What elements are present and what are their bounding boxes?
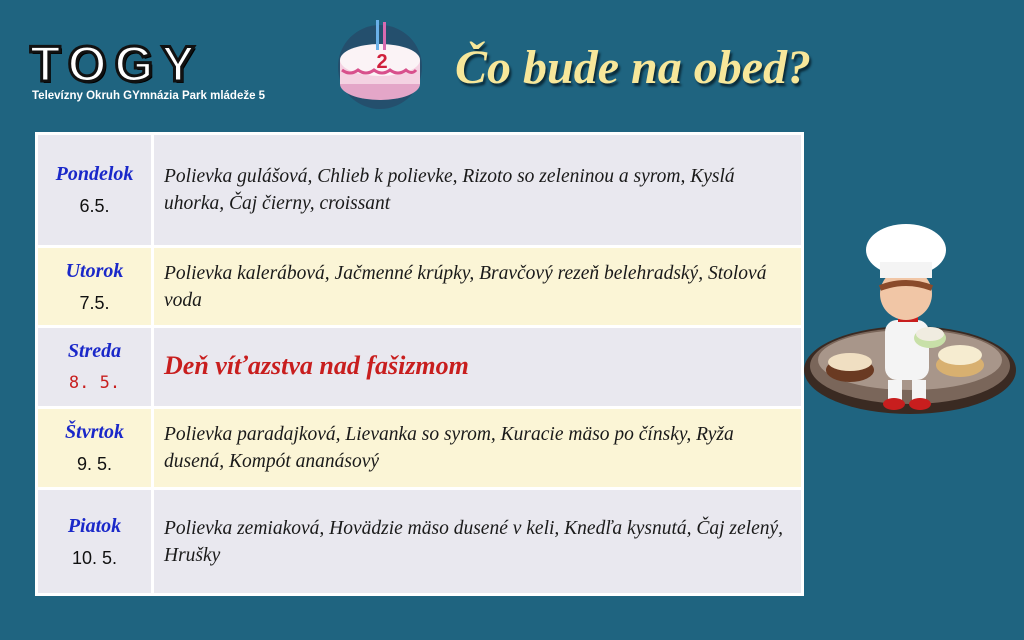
day-name: Pondelok xyxy=(55,163,134,185)
table-row-wednesday xyxy=(37,327,803,408)
day-name: Streda xyxy=(67,340,122,362)
logo-text: TOGY xyxy=(30,36,203,92)
day-cell xyxy=(37,327,153,408)
page-title: Čo bude na obed? xyxy=(455,41,812,94)
meal-items: Polievka zemiaková, Hovädzie mäso dusené v keli, Knedľa kysnutá, Čaj zelený, Hrušky xyxy=(153,489,803,595)
logo-subtitle: Televízny Okruh GYmnázia Park mládeže 5 xyxy=(32,90,266,102)
day-date: 6.5. xyxy=(79,196,110,216)
meal-items: Polievka gulášová, Chlieb k polievke, Rizoto so zeleninou a syrom, Kyslá uhorka, Čaj čierny, croissant xyxy=(153,134,803,247)
chef-illustration-icon xyxy=(800,210,1024,425)
table-row-thursday xyxy=(37,408,803,489)
holiday-cell xyxy=(153,327,803,408)
day-cell xyxy=(37,408,153,489)
day-date: 9. 5. xyxy=(76,454,113,474)
table-row-tuesday xyxy=(37,247,803,327)
table-row-monday xyxy=(37,134,803,247)
day-cell xyxy=(37,134,153,247)
table-row-friday xyxy=(37,489,803,595)
meal-items: Polievka paradajková, Lievanka so syrom, Kuracie mäso po čínsky, Ryža dusená, Kompót ananásový xyxy=(153,408,803,489)
holiday-text: Deň víťazstva nad fašizmom xyxy=(164,351,469,380)
day-cell xyxy=(37,247,153,327)
birthday-cake-icon xyxy=(330,12,430,112)
day-date: 10. 5. xyxy=(71,547,118,568)
togy-logo xyxy=(30,36,322,110)
day-cell xyxy=(37,489,153,595)
day-date: 8. 5. xyxy=(68,373,121,393)
lunch-menu-table xyxy=(35,132,804,596)
day-name: Štvrtok xyxy=(65,421,124,443)
cake-number: 2 xyxy=(376,51,388,73)
day-name: Utorok xyxy=(65,259,124,282)
meal-items: Polievka kalerábová, Jačmenné krúpky, Bravčový rezeň belehradský, Stolová voda xyxy=(153,247,803,327)
day-date: 7.5. xyxy=(79,292,110,313)
day-name: Piatok xyxy=(67,514,122,537)
